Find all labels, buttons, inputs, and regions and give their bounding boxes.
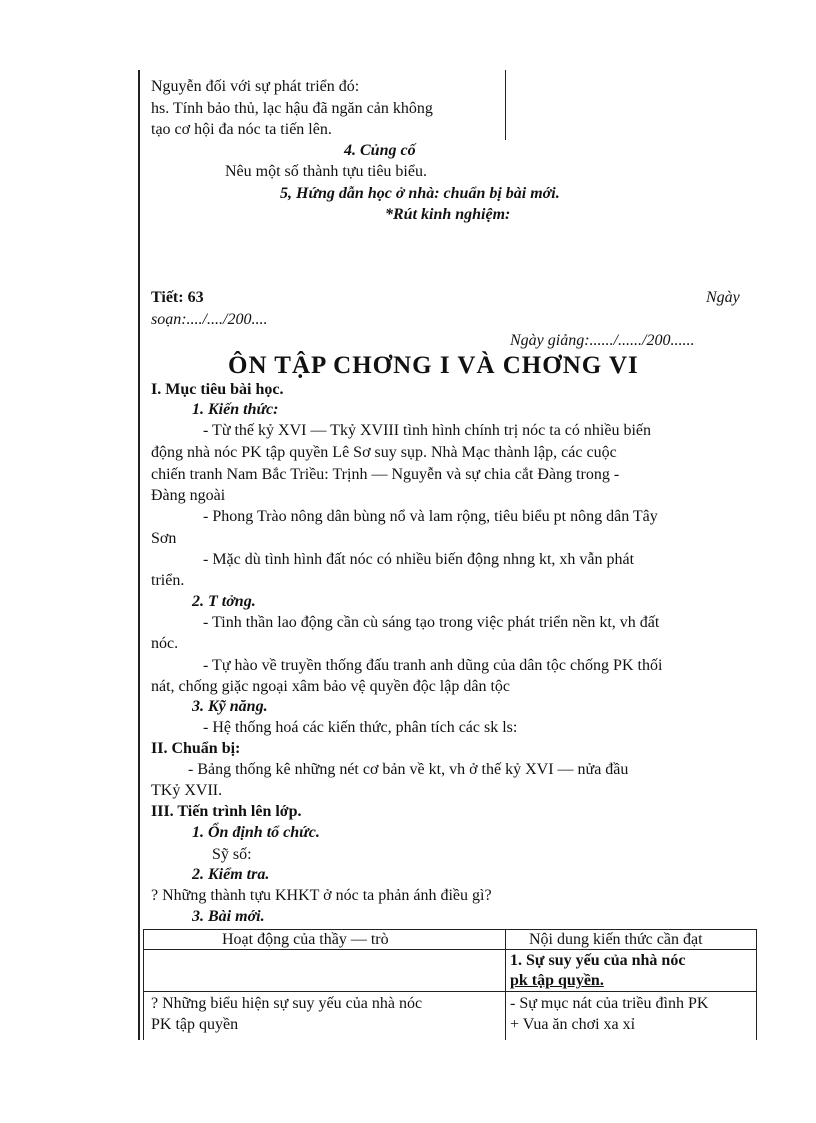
chuan-bi-line-1: - Bảng thống kê những nét cơ bản về kt, vh ở thế kỷ XVI — nửa đầu (188, 761, 629, 778)
bai-moi-heading: 3. Bài mới. (192, 908, 265, 925)
kien-thuc-line: - Từ thế kỷ XVI — Tkỷ XVIII tình hình chính trị nóc ta có nhiều biến (203, 422, 651, 439)
section-1-heading: I. Mục tiêu bài học. (151, 381, 284, 398)
tu-tuong-line: - Tinh thần lao động cần cù sáng tạo trong việc phát triển nền kt, vh đất (203, 614, 660, 631)
table-column-divider (505, 930, 506, 1040)
kien-thuc-line: chiến tranh Nam Bắc Triều: Trịnh — Nguyễn và sự chia cắt Đàng trong - (151, 466, 620, 483)
cung-co-text: Nêu một số thành tựu tiêu biểu. (225, 163, 427, 180)
page-title: ÔN TẬP CHƠNG I VÀ CHƠNG VI (228, 352, 639, 379)
kien-thuc-line: Đàng ngoài (151, 487, 226, 504)
kien-thuc-line: Sơn (151, 530, 177, 547)
huong-dan-heading: 5, Hứng dẫn học ở nhà: chuẩn bị bài mới. (280, 185, 560, 202)
page-right-border (756, 930, 757, 1040)
kiem-tra-question: ? Những thành tựu KHKT ở nóc ta phản ánh điều gì? (151, 887, 492, 904)
kien-thuc-line: động nhà nóc PK tập quyền Lê Sơ suy sụp. Nhà Mạc thành lập, các cuộc (151, 444, 617, 461)
top-table-line-2: hs. Tính bảo thủ, lạc hậu đã ngăn cản không (151, 100, 433, 117)
table-header-content: Nội dung kiến thức cần đạt (529, 931, 703, 948)
table-row1-border (143, 991, 757, 992)
tu-tuong-line: - Tự hào về truyền thống đấu tranh anh dũng của dân tộc chống PK thối (203, 657, 663, 674)
ky-nang-line: - Hệ thống hoá các kiến thức, phân tích các sk ls: (203, 719, 518, 736)
section-2-heading: II. Chuẩn bị: (151, 740, 241, 757)
top-table-divider (505, 70, 506, 140)
table-header-activity: Hoạt động của thầy — trò (222, 931, 389, 948)
chuan-bi-line-2: TKỷ XVII. (151, 782, 223, 799)
top-table-line-1: Nguyễn đối với sự phát triển đó: (151, 78, 360, 95)
kiem-tra-heading: 2. Kiểm tra. (192, 866, 270, 883)
table-cell-section-title: 1. Sự suy yếu của nhà nóc (510, 952, 686, 969)
table-cell-content: - Sự mục nát của triều đình PK (510, 995, 709, 1012)
table-cell-content: + Vua ăn chơi xa xỉ (510, 1016, 636, 1033)
tu-tuong-line: nóc. (151, 635, 179, 652)
kien-thuc-line: - Phong Trào nông dân bùng nổ và lam rộng, tiêu biểu pt nông dân Tây (203, 508, 658, 525)
si-so: Sỹ số: (212, 846, 252, 863)
lesson-number: Tiết: 63 (151, 289, 204, 306)
kien-thuc-line: triển. (151, 572, 185, 589)
ngay-label: Ngày (706, 289, 740, 306)
ngay-soan: soạn:..../..../200.... (151, 311, 268, 328)
rut-kinh-nghiem-heading: *Rút kinh nghiệm: (385, 206, 511, 223)
page-left-border (138, 70, 140, 1040)
table-cell-section-title: pk tập quyền. (510, 972, 604, 989)
cung-co-heading: 4. Củng cố (344, 142, 416, 159)
page-left-border-inner (143, 930, 144, 1040)
tu-tuong-line: nát, chống giặc ngoại xâm bảo vệ quyền độc lập dân tộc (151, 678, 510, 695)
kien-thuc-heading: 1. Kiến thức: (192, 401, 279, 418)
tu-tuong-heading: 2. T tởng. (192, 593, 256, 610)
on-dinh-heading: 1. Ổn định tổ chức. (192, 824, 320, 841)
kien-thuc-line: - Mặc dù tình hình đất nóc có nhiều biến động nhng kt, xh vẫn phát (203, 551, 635, 568)
section-3-heading: III. Tiến trình lên lớp. (151, 803, 302, 820)
table-cell-question: PK tập quyền (151, 1016, 239, 1033)
top-table-line-3: tạo cơ hội đa nóc ta tiến lên. (151, 121, 332, 138)
ngay-giang: Ngày giảng:....../....../200...... (510, 332, 695, 349)
table-cell-question: ? Những biểu hiện sự suy yếu của nhà nóc (151, 995, 423, 1012)
ky-nang-heading: 3. Kỹ năng. (192, 698, 268, 715)
